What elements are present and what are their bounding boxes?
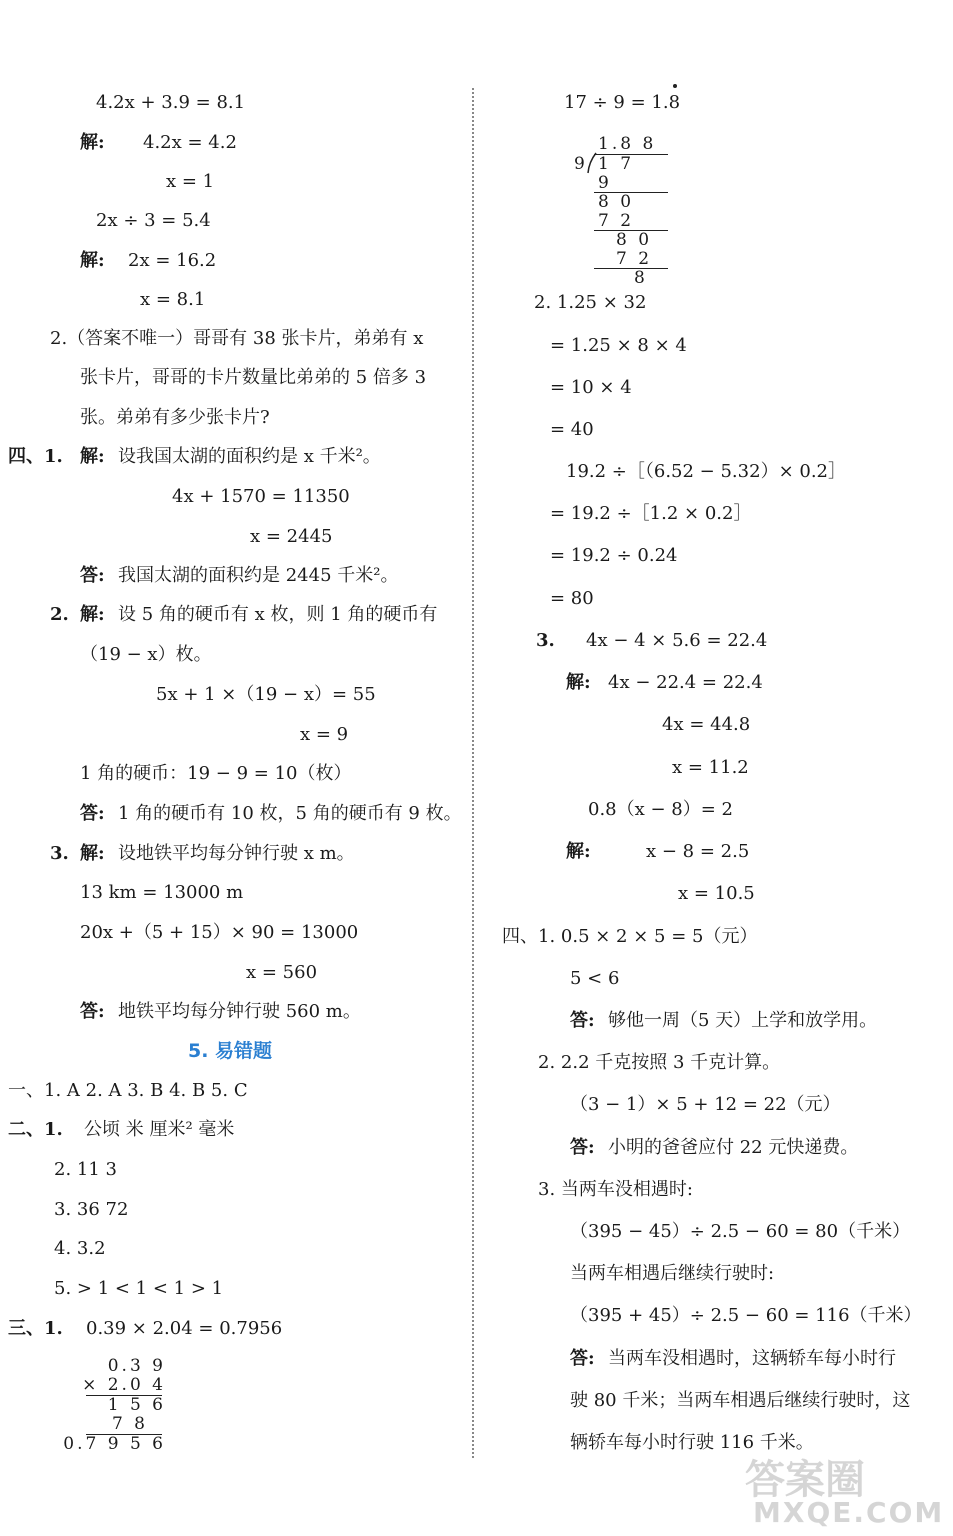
question-number: 3.	[50, 843, 69, 864]
answer-text: （19 − x）枚。	[80, 644, 212, 665]
equation: 4.2x = 4.2	[143, 132, 237, 153]
equation: 5 < 6	[570, 968, 620, 989]
equation: x = 11.2	[672, 757, 749, 778]
answer-text: 设我国太湖的面积约是 x 千米²。	[118, 446, 381, 467]
answer-text: 设地铁平均每分钟行驶 x m。	[118, 843, 355, 864]
equation: 4x = 44.8	[662, 714, 751, 735]
watermark-text: 答案圈	[745, 1457, 865, 1503]
equation: 4.2x + 3.9 = 8.1	[96, 92, 246, 113]
watermark-url: MXQE.COM	[753, 1496, 945, 1529]
equation: = 1.25 × 8 × 4	[550, 335, 687, 356]
answer-text: 辆轿车每小时行驶 116 千米。	[570, 1432, 814, 1453]
equation: x = 8.1	[140, 289, 206, 310]
vd-quotient: 1.8 8	[598, 134, 657, 154]
vd-divisor: 9	[574, 154, 588, 174]
equation: = 19.2 ÷ 0.24	[550, 545, 678, 566]
equation	[564, 92, 680, 114]
equation: x = 2445	[250, 526, 333, 547]
vm-row: 7 8	[111, 1414, 148, 1434]
answer-text: 够他一周（5 天）上学和放学用。	[608, 1010, 878, 1031]
equation: x = 9	[300, 724, 349, 745]
answer-label: 答:	[80, 565, 105, 586]
section-number: 三、1.	[8, 1318, 63, 1339]
equation: 2x ÷ 3 = 5.4	[96, 210, 211, 231]
answer-text: 3. 36 72	[54, 1199, 129, 1220]
vm-row: 0.7 9 5 6	[63, 1434, 166, 1454]
equation: x = 560	[246, 962, 318, 983]
answer-label: 答:	[80, 803, 105, 824]
answer-text: 3. 当两车没相遇时:	[538, 1179, 693, 1200]
solve-label: 解:	[80, 132, 105, 153]
answer-label: 答:	[570, 1010, 595, 1031]
repeating-digit	[669, 92, 680, 113]
equation-main: 17 ÷ 9 = 1.	[564, 92, 669, 113]
answer-text: 4. 3.2	[54, 1238, 106, 1259]
equation: 5x + 1 ×（19 − x）= 55	[156, 684, 376, 705]
section-number: 四、1.	[8, 446, 63, 467]
answer-text: 小明的爸爸应付 22 元快递费。	[608, 1137, 859, 1158]
equation: 2x = 16.2	[128, 250, 217, 271]
vd-row: 7 2	[616, 249, 653, 269]
answer-text: 2. 2.2 千克按照 3 千克计算。	[538, 1052, 781, 1073]
vertical-multiplication	[63, 1356, 176, 1456]
equation: 4x − 22.4 = 22.4	[608, 672, 763, 693]
equation: （3 − 1）× 5 + 12 = 22（元）	[570, 1094, 841, 1115]
equation: 4x − 4 × 5.6 = 22.4	[586, 630, 768, 651]
vd-row: 8 0	[616, 230, 653, 250]
solve-label: 解:	[566, 672, 591, 693]
question-text: 张卡片，哥哥的卡片数量比弟弟的 5 倍多 3	[80, 367, 427, 388]
answer-text: 公顷 米 厘米² 毫米	[84, 1119, 235, 1140]
equation: = 80	[550, 588, 594, 609]
answer-text: 我国太湖的面积约是 2445 千米²。	[118, 565, 399, 586]
equation: 19.2 ÷［（6.52 − 5.32）× 0.2］	[566, 461, 846, 482]
repeat-dot-icon	[673, 84, 677, 88]
answer-text: 当两车没相遇时，这辆轿车每小时行	[608, 1348, 896, 1369]
equation: 0.39 × 2.04 = 0.7956	[86, 1318, 283, 1339]
answer-text: 当两车相遇后继续行驶时:	[570, 1263, 775, 1284]
vd-row: 7 2	[598, 211, 635, 231]
equation: 13 km = 13000 m	[80, 882, 244, 903]
equation: 2. 1.25 × 32	[534, 292, 647, 313]
question-number: 3.	[536, 630, 555, 651]
solve-label: 解:	[80, 843, 105, 864]
vertical-division	[574, 134, 686, 288]
answer-text: 5. > 1 < 1 < 1 > 1	[54, 1278, 224, 1299]
equation: （395 − 45）÷ 2.5 − 60 = 80（千米）	[570, 1221, 911, 1242]
answer-label: 答:	[570, 1348, 595, 1369]
vm-row: × 2.0 4	[82, 1375, 166, 1395]
answer-label: 答:	[570, 1137, 595, 1158]
solve-label: 解:	[80, 446, 105, 467]
section-number: 二、1.	[8, 1119, 63, 1140]
watermark	[735, 1448, 945, 1530]
question-text: 张。弟弟有多少张卡片?	[80, 407, 270, 428]
equation: （395 + 45）÷ 2.5 − 60 = 116（千米）	[570, 1305, 922, 1326]
repeating-digit-value: 8	[668, 92, 681, 113]
answer-label: 答:	[80, 1001, 105, 1022]
question-number: 2.	[50, 604, 69, 625]
solve-label: 解:	[566, 841, 591, 862]
equation: x = 10.5	[678, 883, 755, 904]
equation: 0.8（x − 8）= 2	[588, 799, 734, 820]
equation: = 40	[550, 419, 594, 440]
answer-text: 1 角的硬币有 10 枚，5 角的硬币有 9 枚。	[118, 803, 462, 824]
column-divider	[472, 88, 474, 1458]
answer-row: 一、1. A 2. A 3. B 4. B 5. C	[8, 1080, 248, 1101]
solve-label: 解:	[80, 604, 105, 625]
section-title: 5. 易错题	[188, 1040, 273, 1062]
vd-row: 8	[634, 268, 648, 288]
answer-text: 驶 80 千米；当两车相遇后继续行驶时，这	[570, 1390, 911, 1411]
equation: = 19.2 ÷［1.2 × 0.2］	[550, 503, 752, 524]
equation: = 10 × 4	[550, 377, 632, 398]
equation: x − 8 = 2.5	[646, 841, 750, 862]
equation: 20x +（5 + 15）× 90 = 13000	[80, 922, 359, 943]
equation: 1 角的硬币：19 − 9 = 10（枚）	[80, 763, 352, 784]
question-text: 2.（答案不唯一）哥哥有 38 张卡片，弟弟有 x	[50, 328, 424, 349]
answer-text: 地铁平均每分钟行驶 560 m。	[118, 1001, 361, 1022]
vd-dividend: 1 7	[598, 154, 635, 174]
vd-row: 8 0	[598, 192, 635, 212]
vm-row: 0.3 9	[107, 1356, 166, 1376]
equation: 4x + 1570 = 11350	[172, 486, 350, 507]
vm-row: 1 5 6	[107, 1395, 166, 1415]
answer-text: 设 5 角的硬币有 x 枚，则 1 角的硬币有	[118, 604, 438, 625]
answer-text: 2. 11 3	[54, 1159, 117, 1180]
vd-rule	[594, 268, 668, 269]
solve-label: 解:	[80, 250, 105, 271]
equation: 四、1. 0.5 × 2 × 5 = 5（元）	[502, 926, 758, 947]
vd-row: 9	[598, 173, 612, 193]
equation: x = 1	[166, 171, 215, 192]
